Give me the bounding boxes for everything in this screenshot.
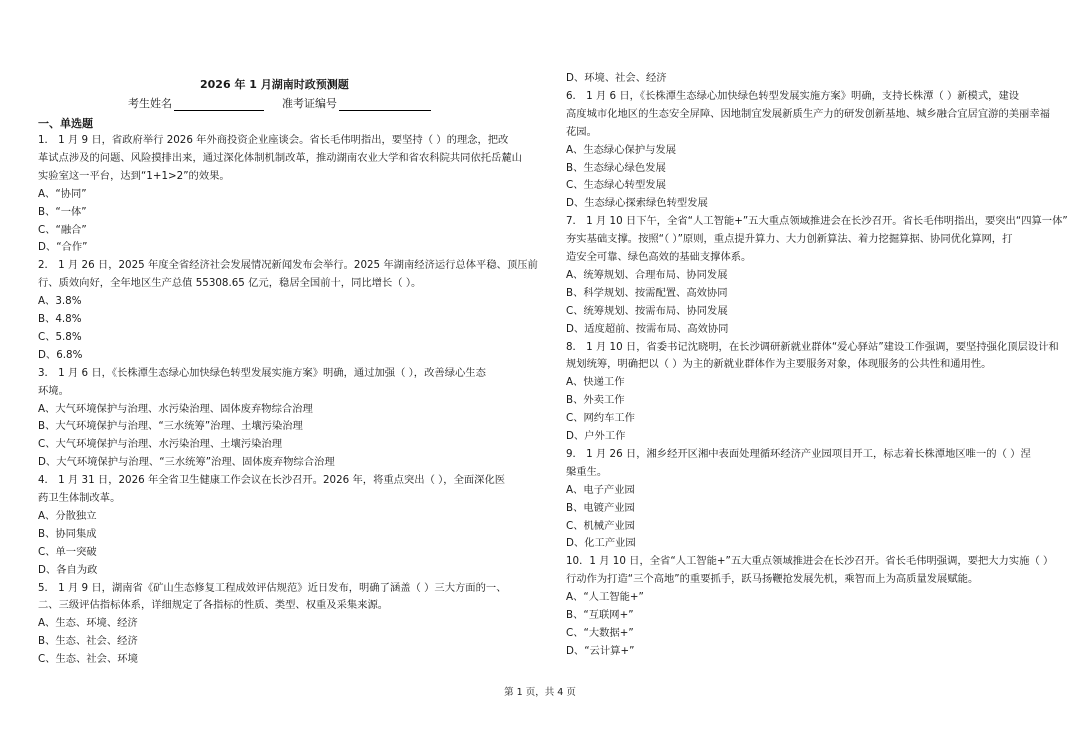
- text-line: 行动作为打造“三个高地”的重要抓手，跃马扬鞭抢发展先机，乘智而上为高质量发展赋能。: [566, 573, 979, 586]
- text-line: A、大气环境保护与治理、水污染治理、固体废弃物综合治理: [38, 402, 313, 415]
- text-line: 8． 1 月 10 日，省委书记沈晓明，在长沙调研新就业群体“爱心驿站”建设工作强调，要坚持强化顶层设计和: [566, 340, 1059, 353]
- text-line: A、生态、环境、经济: [38, 617, 138, 630]
- text-line: C、生态、社会、环境: [38, 653, 138, 666]
- text-line: D、生态绿心探索绿色转型发展: [566, 197, 708, 210]
- text-line: C、单一突破: [38, 545, 97, 558]
- text-line: 造安全可靠、绿色高效的基础支撑体系。: [566, 251, 752, 263]
- candidate-id-blank[interactable]: [339, 98, 431, 111]
- text-line: 二、三级评估指标体系，详细规定了各指标的性质、类型、权重及采集来源。: [38, 599, 389, 612]
- text-line: A、统筹规划、合理布局、协同发展: [566, 268, 728, 281]
- text-line: B、电镀产业园: [566, 501, 635, 514]
- text-line: A、快递工作: [566, 376, 625, 389]
- candidate-name-field[interactable]: [128, 95, 264, 111]
- text-line: D、“云计算+”: [566, 644, 635, 657]
- text-line: B、外卖工作: [566, 394, 625, 407]
- text-line: 9． 1 月 26 日，湘乡经开区湘中表面处理循环经济产业园项目开工，标志着长株潭地区唯一的（ ）涅: [566, 447, 1031, 460]
- text-line: C、5.8%: [38, 330, 82, 343]
- text-line: D、户外工作: [566, 430, 626, 442]
- text-line: 1． 1 月 9 日，省政府举行 2026 年外商投资企业座谈会。省长毛伟明指出，要坚持（ ）的理念，把改: [38, 134, 509, 146]
- text-line: D、“合作”: [38, 241, 88, 254]
- text-line: B、生态、社会、经济: [38, 635, 138, 648]
- text-line: D、大气环境保护与治理、“三水统筹”治理、固体废弃物综合治理: [38, 456, 335, 469]
- candidate-name-blank[interactable]: [174, 98, 264, 111]
- text-line: 5． 1 月 9 日，湖南省《矿山生态修复工程成效评估规范》近日发布，明确了涵盖（ ）三大方面的一、: [38, 581, 507, 594]
- text-line: D、化工产业园: [566, 537, 636, 550]
- text-line: 10．1 月 10 日，全省“人工智能+”五大重点领域推进会在长沙召开。省长毛伟明强调，要把大力实施（ ）: [566, 555, 1054, 568]
- text-line: 实验室这一平台，达到“1+1>2”的效果。: [38, 169, 230, 182]
- text-line: B、“互联网+”: [566, 609, 634, 621]
- text-line: A、3.8%: [38, 295, 82, 308]
- text-line: C、“融合”: [38, 223, 87, 236]
- text-line: C、机械产业园: [566, 519, 635, 532]
- text-line: A、电子产业园: [566, 483, 635, 496]
- text-line: D、适度超前、按需布局、高效协同: [566, 322, 729, 335]
- text-line: D、6.8%: [38, 348, 83, 361]
- text-line: 革试点涉及的问题、风险摸排出来，通过深化体制机制改革，推动湖南农业大学和省农科院共同依托岳麓山: [38, 151, 522, 164]
- section-heading: 一、单选题: [38, 117, 93, 130]
- text-line: 6． 1 月 6 日，《长株潭生态绿心加快绿色转型发展实施方案》明确，支持长株潭（ ）新模式，建设: [566, 89, 1020, 102]
- text-line: 3． 1 月 6 日，《长株潭生态绿心加快绿色转型发展实施方案》明确，通过加强（ ），改善绿心生态: [38, 366, 486, 379]
- text-line: 行、质效向好，全年地区生产总值 55308.65 亿元，稳居全国前十，同比增长（ ）。: [38, 277, 422, 290]
- text-line: 2． 1 月 26 日，2025 年度全省经济社会发展情况新闻发布会举行。2025 年湖南经济运行总体平稳、顶压前: [38, 259, 538, 272]
- text-line: C、统筹规划、按需布局、协同发展: [566, 304, 728, 317]
- candidate-name-label: 考生姓名: [128, 97, 172, 110]
- page-footer: 第 1 页，共 4 页: [504, 687, 576, 698]
- text-line: B、协同集成: [38, 527, 97, 540]
- exam-title: 2026 年 1 月湖南时政预测题: [200, 78, 349, 91]
- text-line: 4． 1 月 31 日，2026 年全省卫生健康工作会议在长沙召开。2026 年，将重点突出（ ），全面深化医: [38, 474, 506, 487]
- text-line: B、4.8%: [38, 313, 82, 325]
- text-line: B、“一体”: [38, 205, 87, 218]
- text-line: C、“大数据+”: [566, 626, 634, 639]
- text-line: 7． 1 月 10 日下午，全省“人工智能+”五大重点领域推进会在长沙召开。省长毛伟明指出，要突出“四算一体”: [566, 215, 1068, 228]
- text-line: A、“协同”: [38, 187, 87, 200]
- text-line: D、各自为政: [38, 563, 98, 576]
- text-line: A、生态绿心保护与发展: [566, 143, 677, 156]
- text-line: B、大气环境保护与治理、“三水统筹”治理、土壤污染治理: [38, 420, 303, 433]
- text-line: C、生态绿心转型发展: [566, 179, 666, 192]
- text-line: A、分散独立: [38, 509, 97, 522]
- text-line: 槃重生。: [566, 465, 608, 478]
- text-line: C、网约车工作: [566, 412, 635, 425]
- text-line: 花园。: [566, 125, 597, 138]
- text-line: C、大气环境保护与治理、水污染治理、土壤污染治理: [38, 438, 283, 451]
- text-line: 环境。: [38, 384, 69, 397]
- candidate-id-field[interactable]: [282, 95, 431, 111]
- candidate-id-label: 准考证编号: [282, 97, 337, 110]
- text-line: 规划统筹，明确把以（ ）为主的新就业群体作为主要服务对象，体现服务的公共性和通用性。: [566, 358, 992, 371]
- text-line: 高度城市化地区的生态安全屏障、因地制宜发展新质生产力的研发创新基地、城乡融合宜居宜游的美丽幸福: [566, 107, 1050, 120]
- text-line: 药卫生体制改革。: [38, 492, 121, 504]
- text-line: B、科学规划、按需配置、高效协同: [566, 286, 728, 299]
- text-line: B、生态绿心绿色发展: [566, 161, 666, 174]
- text-line: D、环境、社会、经济: [566, 72, 667, 84]
- text-line: 夯实基础支撑。按照“（ ）”原则，重点提升算力、大力创新算法、着力挖掘算据、协同优化算网，打: [566, 233, 1013, 246]
- text-line: A、“人工智能+”: [566, 591, 644, 604]
